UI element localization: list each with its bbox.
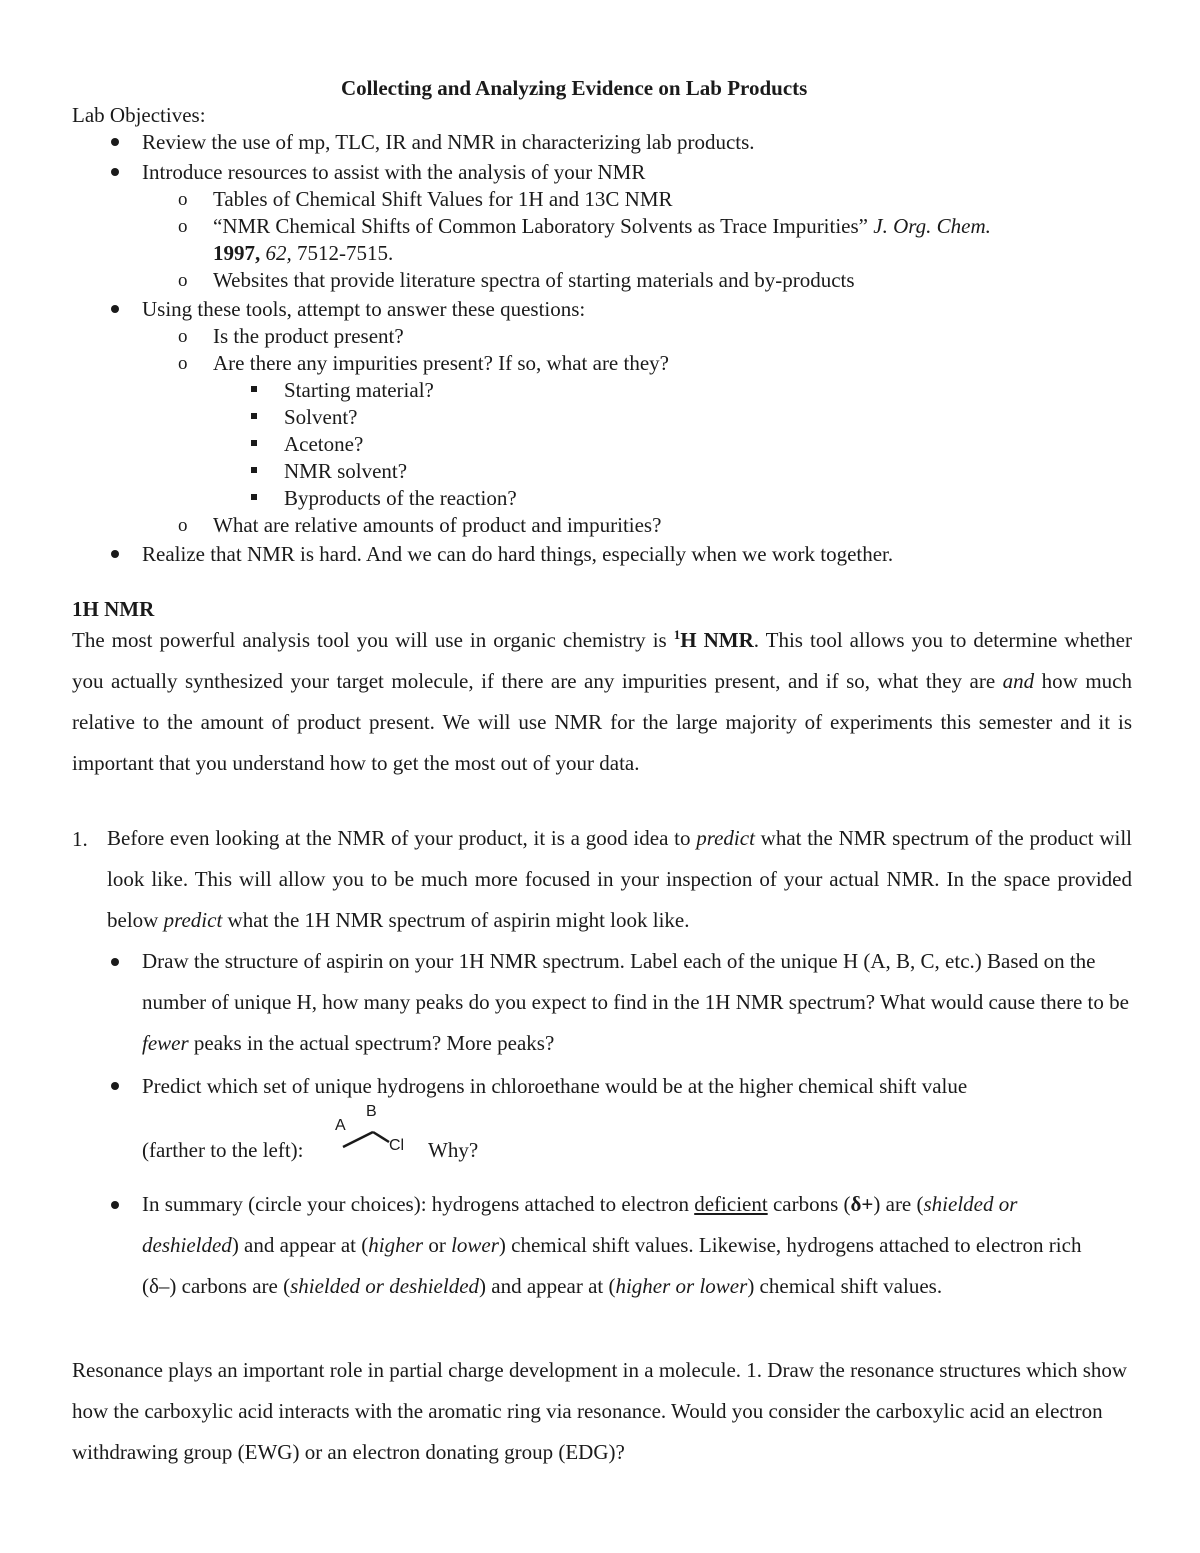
question-1-bullet-1: Draw the structure of aspirin on your 1H NMR spectrum. Label each of the unique H (A, B, C, etc.) Based on the number of unique H, how many peaks do you expect to find in the 1H NMR spectrum? What would cause there to be fewer peaks in the actual spectrum? More peaks? [142,949,1129,1055]
chem-label-b: B [366,1103,377,1120]
impurity-item: Solvent? [284,405,358,429]
bullet-icon [111,958,119,966]
square-bullet-icon [251,413,257,419]
impurity-item: NMR solvent? [284,459,408,483]
objective-1: Review the use of mp, TLC, IR and NMR in characterizing lab products. [142,130,755,154]
square-bullet-icon [251,440,257,446]
bullet-icon [111,1201,119,1209]
objective-4: Realize that NMR is hard. And we can do hard things, especially when we work together. [142,542,894,566]
citation-volume: 62, [265,241,292,265]
square-bullet-icon [251,467,257,473]
objective-2-sub-2-cont: 1997, 62, 7512-7515. [213,241,394,265]
resonance-paragraph: Resonance plays an important role in partial charge development in a molecule. 1. Draw the resonance structures which show how the carboxylic acid interacts with the aromatic ring via resonance. Would you consider the carboxylic acid an electron withdrawing group (EWG) or an electron donating group (EDG)? [72,1358,1128,1464]
question-1-bullet-2-line-2: (farther to the left): [142,1138,304,1162]
chem-label-a: A [335,1117,346,1134]
citation-pages: 7512-7515. [297,241,394,265]
circle-bullet-icon: o [178,515,188,536]
objective-3: Using these tools, attempt to answer these questions: [142,297,586,321]
impurity-item: Starting material? [284,378,434,402]
nmr-heading: 1H NMR [72,597,155,621]
question-number: 1. [72,827,88,851]
objective-2-sub-1: Tables of Chemical Shift Values for 1H and 13C NMR [213,187,673,211]
nmr-paragraph: The most powerful analysis tool you will use in organic chemistry is $^1$H NMR. This tool allows you to determine whether you actually synthesized your target molecule, if there are any impurities present, and if so, what they are and how much relative to the amount of product present. We will use NMR for the large majority of experiments this semester and it is important that you understand how to get the most out of your data. [72,627,1133,775]
impurity-item: Byproducts of the reaction? [284,486,517,510]
citation-year: 1997 [213,241,255,265]
circle-bullet-icon: o [178,353,188,374]
square-bullet-icon [251,386,257,392]
chloroethane-structure [333,1100,423,1160]
citation-journal: J. Org. Chem. [873,214,991,238]
objective-3-sub-3: What are relative amounts of product and impurities? [213,513,662,537]
objective-2-sub-2 [213,216,991,237]
bullet-icon [111,550,119,558]
bullet-icon [111,168,119,176]
objectives-heading: Lab Objectives: [72,103,206,127]
bullet-icon [111,138,119,146]
circle-bullet-icon: o [178,326,188,347]
square-bullet-icon [251,494,257,500]
question-1-bullet-2-line-1: Predict which set of unique hydrogens in chloroethane would be at the higher chemical shift value [142,1074,968,1098]
document-title: Collecting and Analyzing Evidence on Lab Products [341,76,808,100]
bullet-icon [111,1082,119,1090]
circle-bullet-icon: o [178,270,188,291]
bullet-icon [111,305,119,313]
question-1-bullet-2-why: Why? [428,1138,479,1162]
chem-label-cl: Cl [389,1137,405,1154]
objective-2-sub-3: Websites that provide literature spectra of starting materials and by-products [213,268,855,292]
objective-3-sub-1: Is the product present? [213,324,404,348]
circle-bullet-icon: o [178,216,188,237]
circle-bullet-icon: o [178,189,188,210]
question-1-bullet-3: In summary (circle your choices): hydrogens attached to electron deficient carbons (δ+) are (shielded or deshielded) and appear at (higher or lower) chemical shift values. Likewise, hydrogens attached to electron rich (δ–) carbons are (shielded or deshielded) and appear at (higher or lower) chemical shift values. [142,1192,1082,1298]
citation-title: “NMR Chemical Shifts of Common Laboratory Solvents as Trace Impurities” [213,214,868,238]
objective-2: Introduce resources to assist with the analysis of your NMR [142,160,646,184]
question-1-text: Before even looking at the NMR of your product, it is a good idea to predict what the NMR spectrum of the product will look like. This will allow you to be much more focused in your inspection of your actual NMR. In the space provided below predict what the 1H NMR spectrum of aspirin might look like. [107,826,1132,932]
objective-3-sub-2: Are there any impurities present? If so, what are they? [213,351,669,375]
impurity-item: Acetone? [284,432,364,456]
